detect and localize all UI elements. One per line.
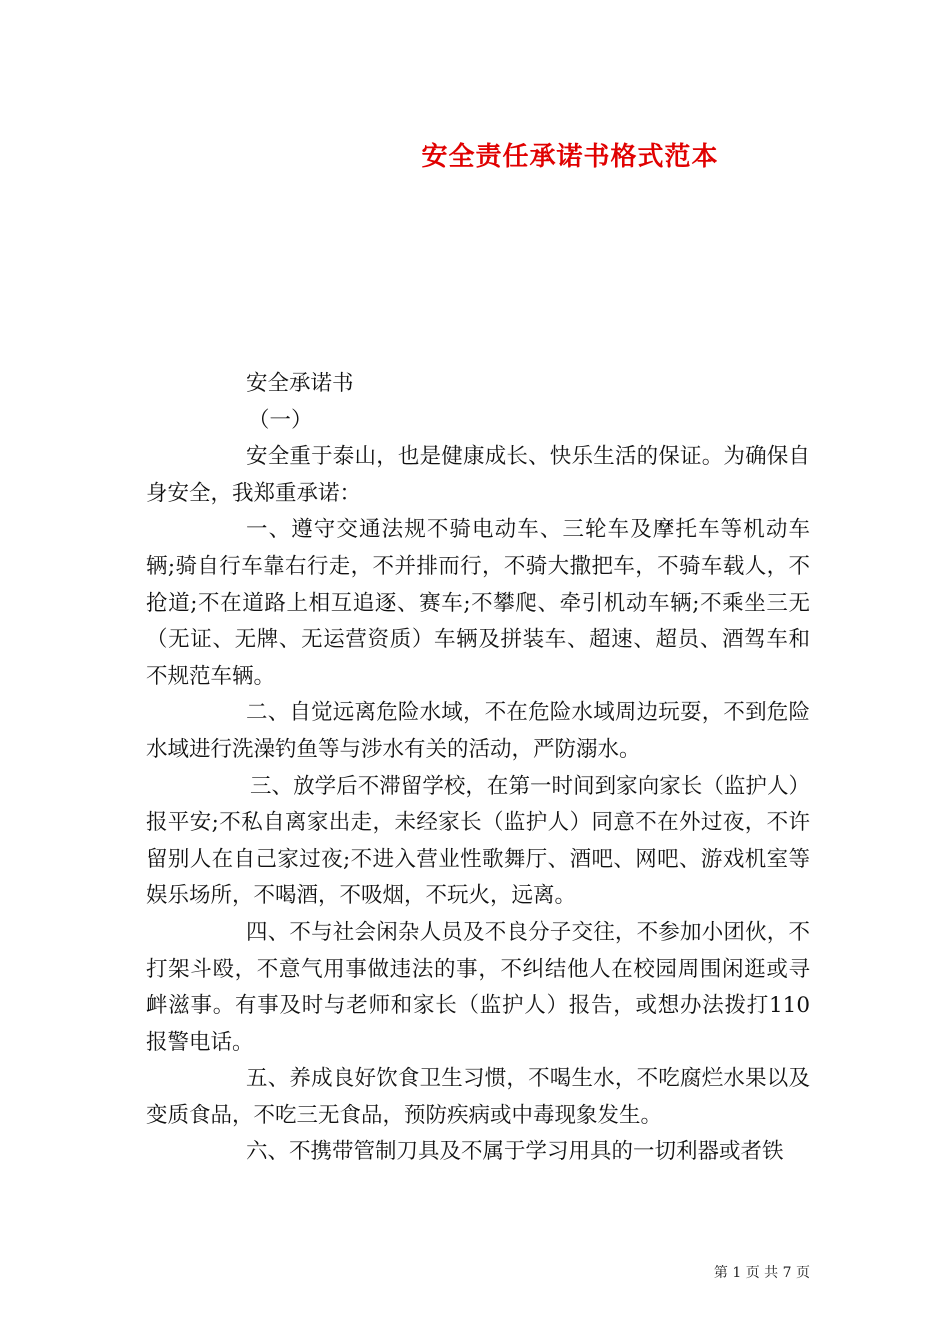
page-footer: 第 1 页 共 7 页 — [713, 1265, 810, 1281]
document-body — [146, 366, 810, 1171]
heading: 安全承诺书 — [246, 371, 354, 396]
item-paragraph-2: 二、自觉远离危险水域，不在危险水域周边玩耍，不到危险水域进行洗澡钓鱼等与涉水有关的活动，严防溺水。 — [146, 700, 810, 762]
item-paragraph-1: 一、遵守交通法规不骑电动车、三轮车及摩托车等机动车辆;骑自行车靠右行走，不并排而行，不骑大撒把车，不骑车载人，不抢道;不在道路上相互追逐、赛车;不攀爬、牵引机动车辆;不乘坐三无（无证、无牌、无运营资质）车辆及拼装车、超速、超员、酒驾车和不规范车辆。 — [146, 517, 810, 689]
item-paragraph-6: 六、不携带管制刀具及不属于学习用具的一切利器或者铁 — [246, 1139, 784, 1165]
document-title: 安全责任承诺书格式范本 — [421, 142, 719, 172]
item-paragraph-5: 五、养成良好饮食卫生习惯，不喝生水，不吃腐烂水果以及变质食品，不吃三无食品，预防疾病或中毒现象发生。 — [146, 1066, 810, 1128]
item-paragraph-4: 四、不与社会闲杂人员及不良分子交往，不参加小团伙，不打架斗殴，不意气用事做违法的事，不纠结他人在校园周围闲逛或寻衅滋事。有事及时与老师和家长（监护人）报告，或想办法拨打110报警电话。 — [146, 919, 810, 1055]
section-number: （一） — [248, 407, 313, 433]
intro-paragraph: 安全重于泰山，也是健康成长、快乐生活的保证。为确保自身安全，我郑重承诺： — [146, 444, 810, 506]
item-paragraph-3: 三、放学后不滞留学校，在第一时间到家向家长（监护人）报平安;不私自离家出走，未经家长（监护人）同意不在外过夜，不许留别人在自己家过夜;不进入营业性歌舞厅、酒吧、网吧、游戏机室等娱乐场所，不喝酒，不吸烟，不玩火，远离。 — [146, 773, 810, 909]
